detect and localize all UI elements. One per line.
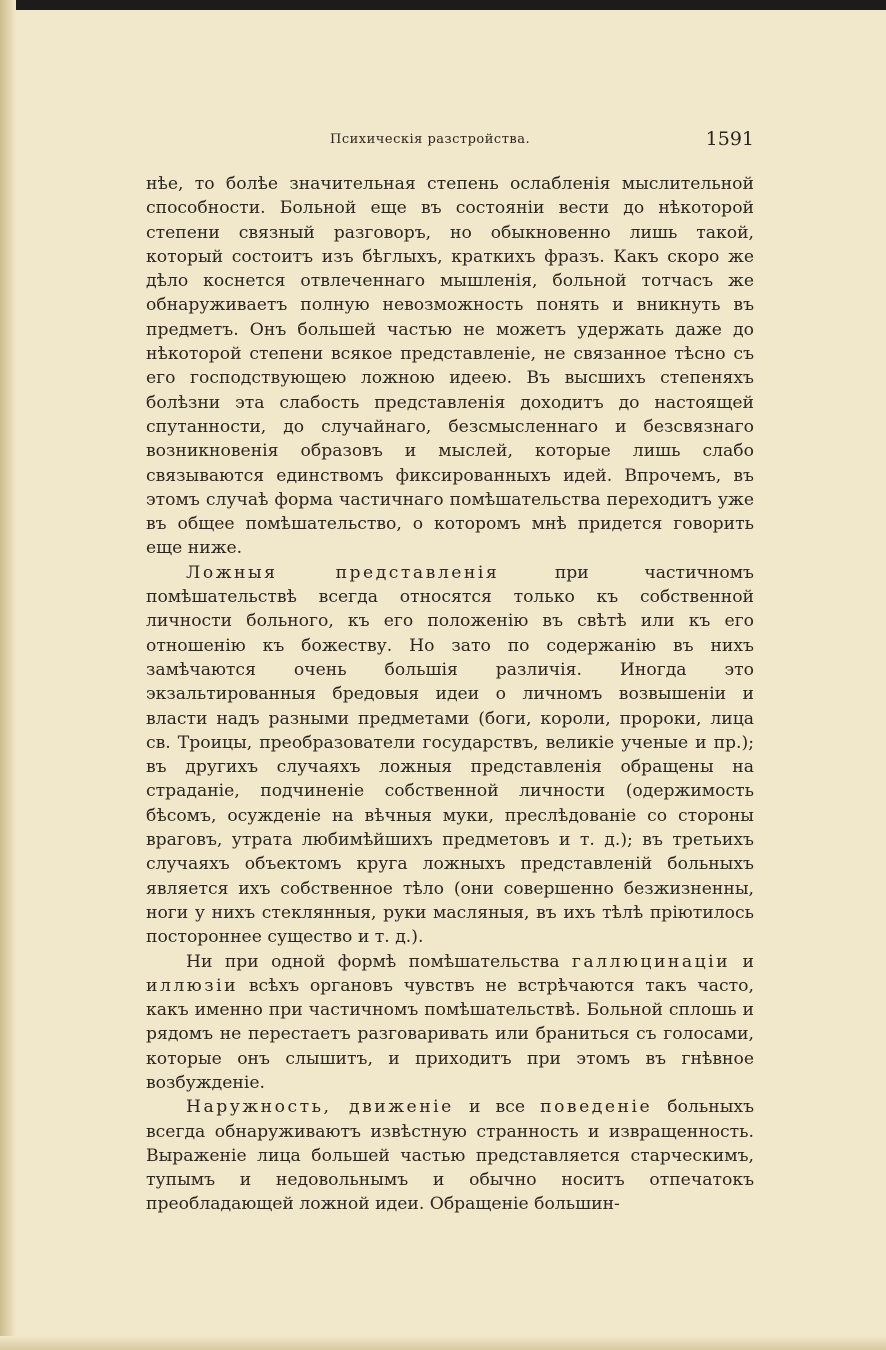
paragraph-2-term: Ложныя представленія <box>186 562 500 583</box>
paragraph-3-lead: Ни при одной формѣ помѣшательства <box>186 951 572 972</box>
paragraph-3-text: всѣхъ органовъ чувствъ не встрѣчаются такъ часто, какъ именно при частичномъ помѣшательствѣ. Больной сплошь и рядомъ не перестаетъ разговаривать или браниться съ голосами, которые онъ слышитъ, и приходитъ при этомъ въ гнѣвное возбужденіе. <box>146 975 754 1093</box>
paragraph-4 <box>146 1095 754 1216</box>
page-header <box>146 128 754 158</box>
page-binding-edge <box>0 0 16 1350</box>
paragraph-3-conj: и <box>730 951 754 972</box>
paragraph-4-term: Наружность, движеніе <box>186 1097 454 1118</box>
paragraph-3-term-illusions: иллюзіи <box>146 975 239 996</box>
paragraph-4-text: больныхъ всегда обнаруживаютъ извѣстную странность и извращенность. Выраженіе лица большей частью представляется старческимъ, тупымъ и недовольнымъ и обычно носитъ отпечатокъ преобладающей ложной идеи. Обращеніе большин- <box>146 1097 754 1215</box>
paragraph-3-term-hallucinations: галлюцинаціи <box>571 951 731 972</box>
running-title: Психическія разстройства. <box>330 132 531 147</box>
paragraph-2 <box>146 561 754 950</box>
paragraph-4-term-behavior: поведеніе <box>540 1097 653 1118</box>
page-top-edge <box>0 0 886 10</box>
paragraph-1-text: нѣе, то болѣе значительная степень ослабленія мыслительной способности. Больной еще въ состояніи вести до нѣкоторой степени связный разговоръ, но обыкновенно лишь такой, который состоитъ изъ бѣглыхъ, краткихъ фразъ. Какъ скоро же дѣло коснется отвлеченнаго мышленія, больной тотчасъ же обнаруживаетъ полную невозможность понять и вникнуть въ предметъ. Онъ большей частью не можетъ удержать даже до нѣкоторой степени всякое представленіе, не связанное тѣсно съ его господствующею ложною идеею. Въ высшихъ степеняхъ болѣзни эта слабость представленія доходитъ до настоящей спутанности, до случайнаго, безсмысленнаго и безсвязнаго возникновенія образовъ и мыслей, которые лишь слабо связываются единствомъ фиксированныхъ идей. Впрочемъ, въ этомъ случаѣ форма частичнаго помѣшательства переходитъ уже въ общее помѣшательство, о которомъ мнѣ придется говорить еще ниже. <box>146 174 754 559</box>
page-number: 1591 <box>705 128 754 150</box>
paragraph-3 <box>146 950 754 1096</box>
paragraph-1 <box>146 172 754 561</box>
paragraph-4-conj: и все <box>453 1097 541 1118</box>
page-bottom-edge <box>0 1336 886 1350</box>
body-text <box>146 172 754 1217</box>
paragraph-2-text: при частичномъ помѣшательствѣ всегда относятся только къ собственной личности больного, къ его положенію въ свѣтѣ или къ его отношенію къ божеству. Но зато по содержанію въ нихъ замѣчаются очень большія различія. Иногда это экзальтированныя бредовыя идеи о личномъ возвышеніи и власти надъ разными предметами (боги, короли, пророки, лица св. Троицы, преобразователи государствъ, великіе ученые и пр.); въ другихъ случаяхъ ложныя представленія обращены на страданіе, подчиненіе собственной личности (одержимость бѣсомъ, осужденіе на вѣчныя муки, преслѣдованіе со стороны враговъ, утрата любимѣйшихъ предметовъ и т. д.); въ третьихъ случаяхъ объектомъ круга ложныхъ представленій больныхъ является ихъ собственное тѣло (они совершенно безжизненны, ноги у нихъ стеклянныя, руки масляныя, въ ихъ тѣлѣ пріютилось постороннее существо и т. д.). <box>146 562 754 948</box>
